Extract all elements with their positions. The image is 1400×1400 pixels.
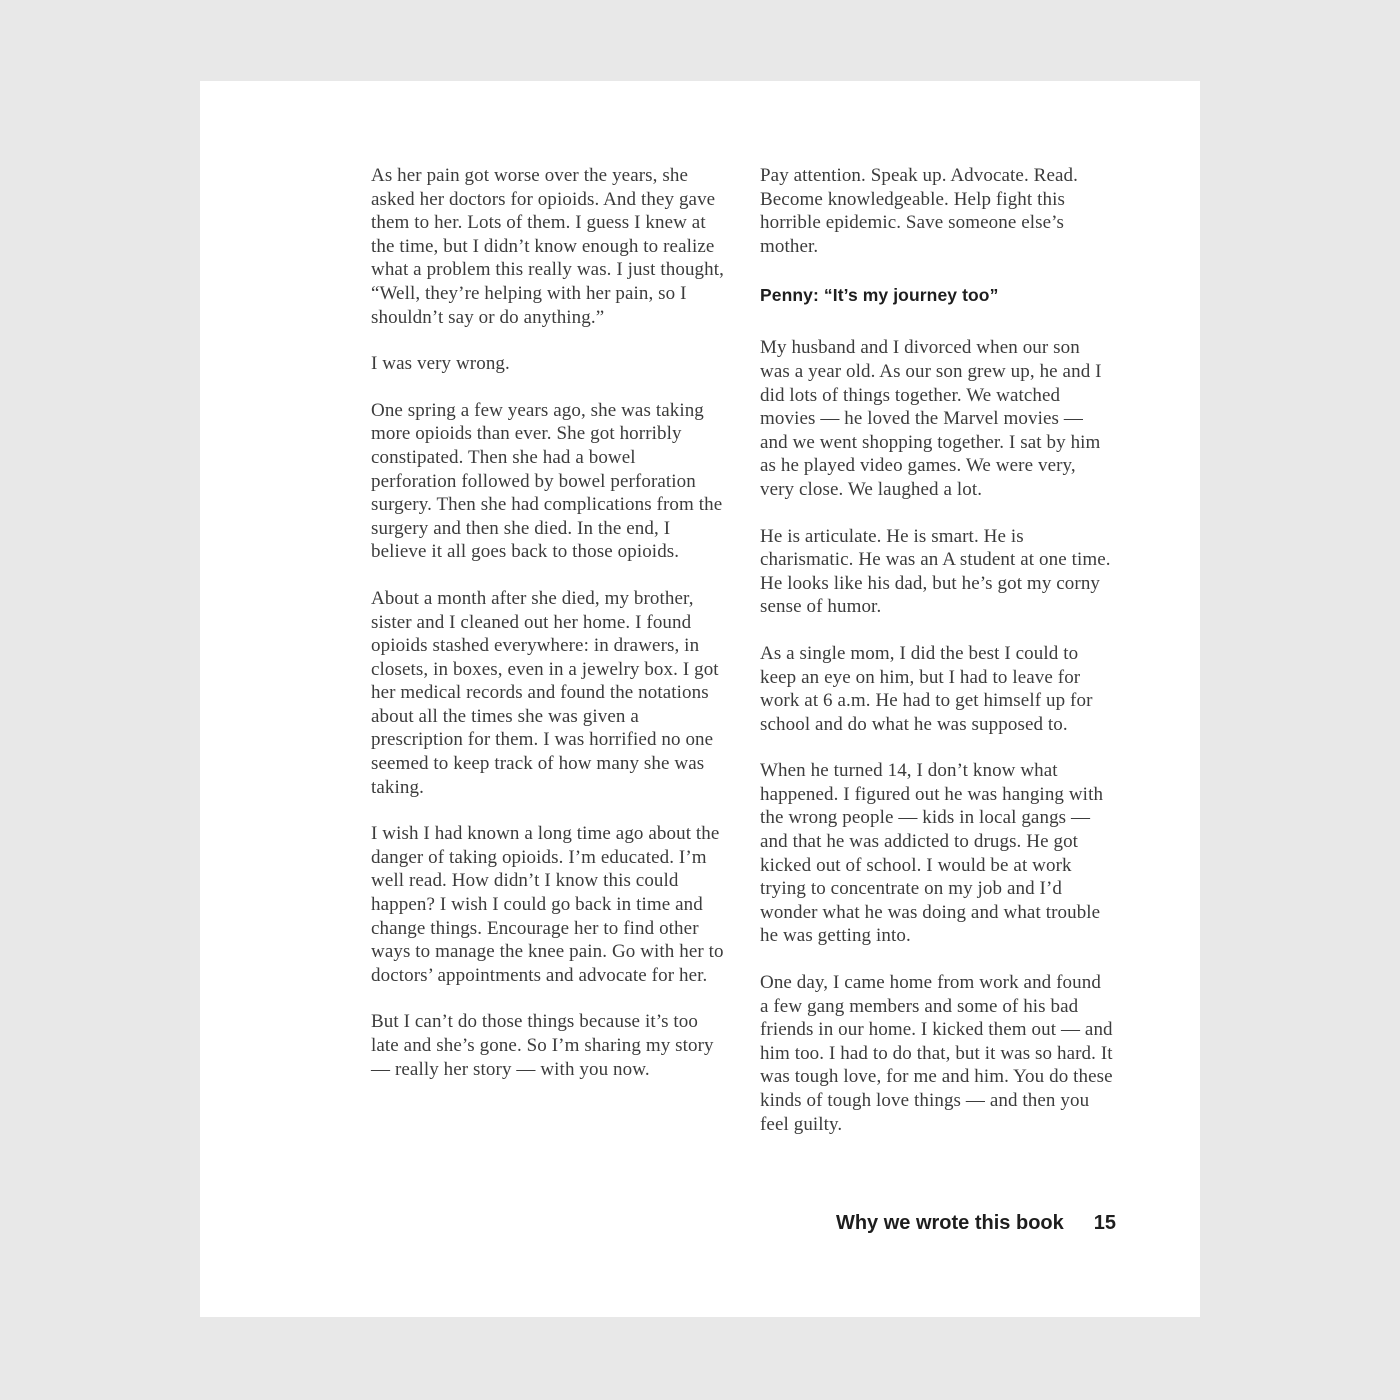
book-page bbox=[200, 81, 1200, 1317]
footer-chapter-title: Why we wrote this book bbox=[835, 1212, 1064, 1234]
body-paragraph: One spring a few years ago, she was taking more opioids than ever. She got horribly constipated. Then she had a bowel perforation followed by bowel perforation surgery. Then she had complications from the surgery and then she died. In the end, I believe it all goes back to those opioids. bbox=[371, 399, 723, 563]
footer-page-number: 15 bbox=[1093, 1212, 1116, 1234]
left-column bbox=[371, 164, 725, 1159]
body-paragraph: But I can’t do those things because it’s too late and she’s gone. So I’m sharing my story — really her story — with you now. bbox=[371, 1011, 714, 1080]
section-heading-penny: Penny: “It’s my journey too” bbox=[760, 285, 999, 306]
body-paragraph: As her pain got worse over the years, she asked her doctors for opioids. And they gave them to her. Lots of them. I guess I knew at the time, but I didn’t know enough to realize what a problem this really was. I just thought, “Well, they’re helping with her pain, so I shouldn’t say or do anything.” bbox=[371, 165, 724, 328]
body-paragraph: I was very wrong. bbox=[371, 353, 510, 375]
body-paragraph: When he turned 14, I don’t know what happened. I figured out he was hanging with the wrong people — kids in local gangs — and that he was addicted to drugs. He got kicked out of school. I would be at work trying to concentrate on my job and I’d wonder what he was doing and what trouble he was getting into. bbox=[760, 760, 1104, 947]
body-paragraph: One day, I came home from work and found a few gang members and some of his bad friends in our home. I kicked them out — and him too. I had to do that, but it was so hard. It was tough love, for me and him. You do these kinds of tough love things — and then you feel guilty. bbox=[760, 972, 1113, 1135]
body-paragraph: As a single mom, I did the best I could to keep an eye on him, but I had to leave for work at 6 a.m. He had to get himself up for school and do what he was supposed to. bbox=[760, 642, 1093, 735]
body-paragraph: My husband and I divorced when our son was a year old. As our son grew up, he and I did lots of things together. We watched movies — he loved the Marvel movies — and we went shopping together. I sat by him as he played video games. We were very, very close. We laughed a lot. bbox=[760, 337, 1102, 500]
body-paragraph: Pay attention. Speak up. Advocate. Read. Become knowledgeable. Help fight this horrible epidemic. Save someone else’s mother. bbox=[760, 165, 1078, 257]
right-column bbox=[760, 164, 1114, 1159]
body-paragraph: He is articulate. He is smart. He is charismatic. He was an A student at one time. He looks like his dad, but he’s got my corny sense of humor. bbox=[760, 525, 1111, 618]
page-content bbox=[371, 164, 1114, 1159]
body-paragraph: I wish I had known a long time ago about the danger of taking opioids. I’m educated. I’m well read. How didn’t I know this could happen? I wish I could go back in time and change things. Encourage her to find other ways to manage the knee pain. Go with her to doctors’ appointments and advocate for her. bbox=[371, 823, 724, 986]
page-footer bbox=[836, 1211, 1116, 1235]
body-paragraph: About a month after she died, my brother, sister and I cleaned out her home. I found opioids stashed everywhere: in drawers, in closets, in boxes, even in a jewelry box. I got her medical records and found the notations about all the times she was given a prescription for them. I was horrified no one seemed to keep track of how many she was taking. bbox=[371, 587, 719, 798]
